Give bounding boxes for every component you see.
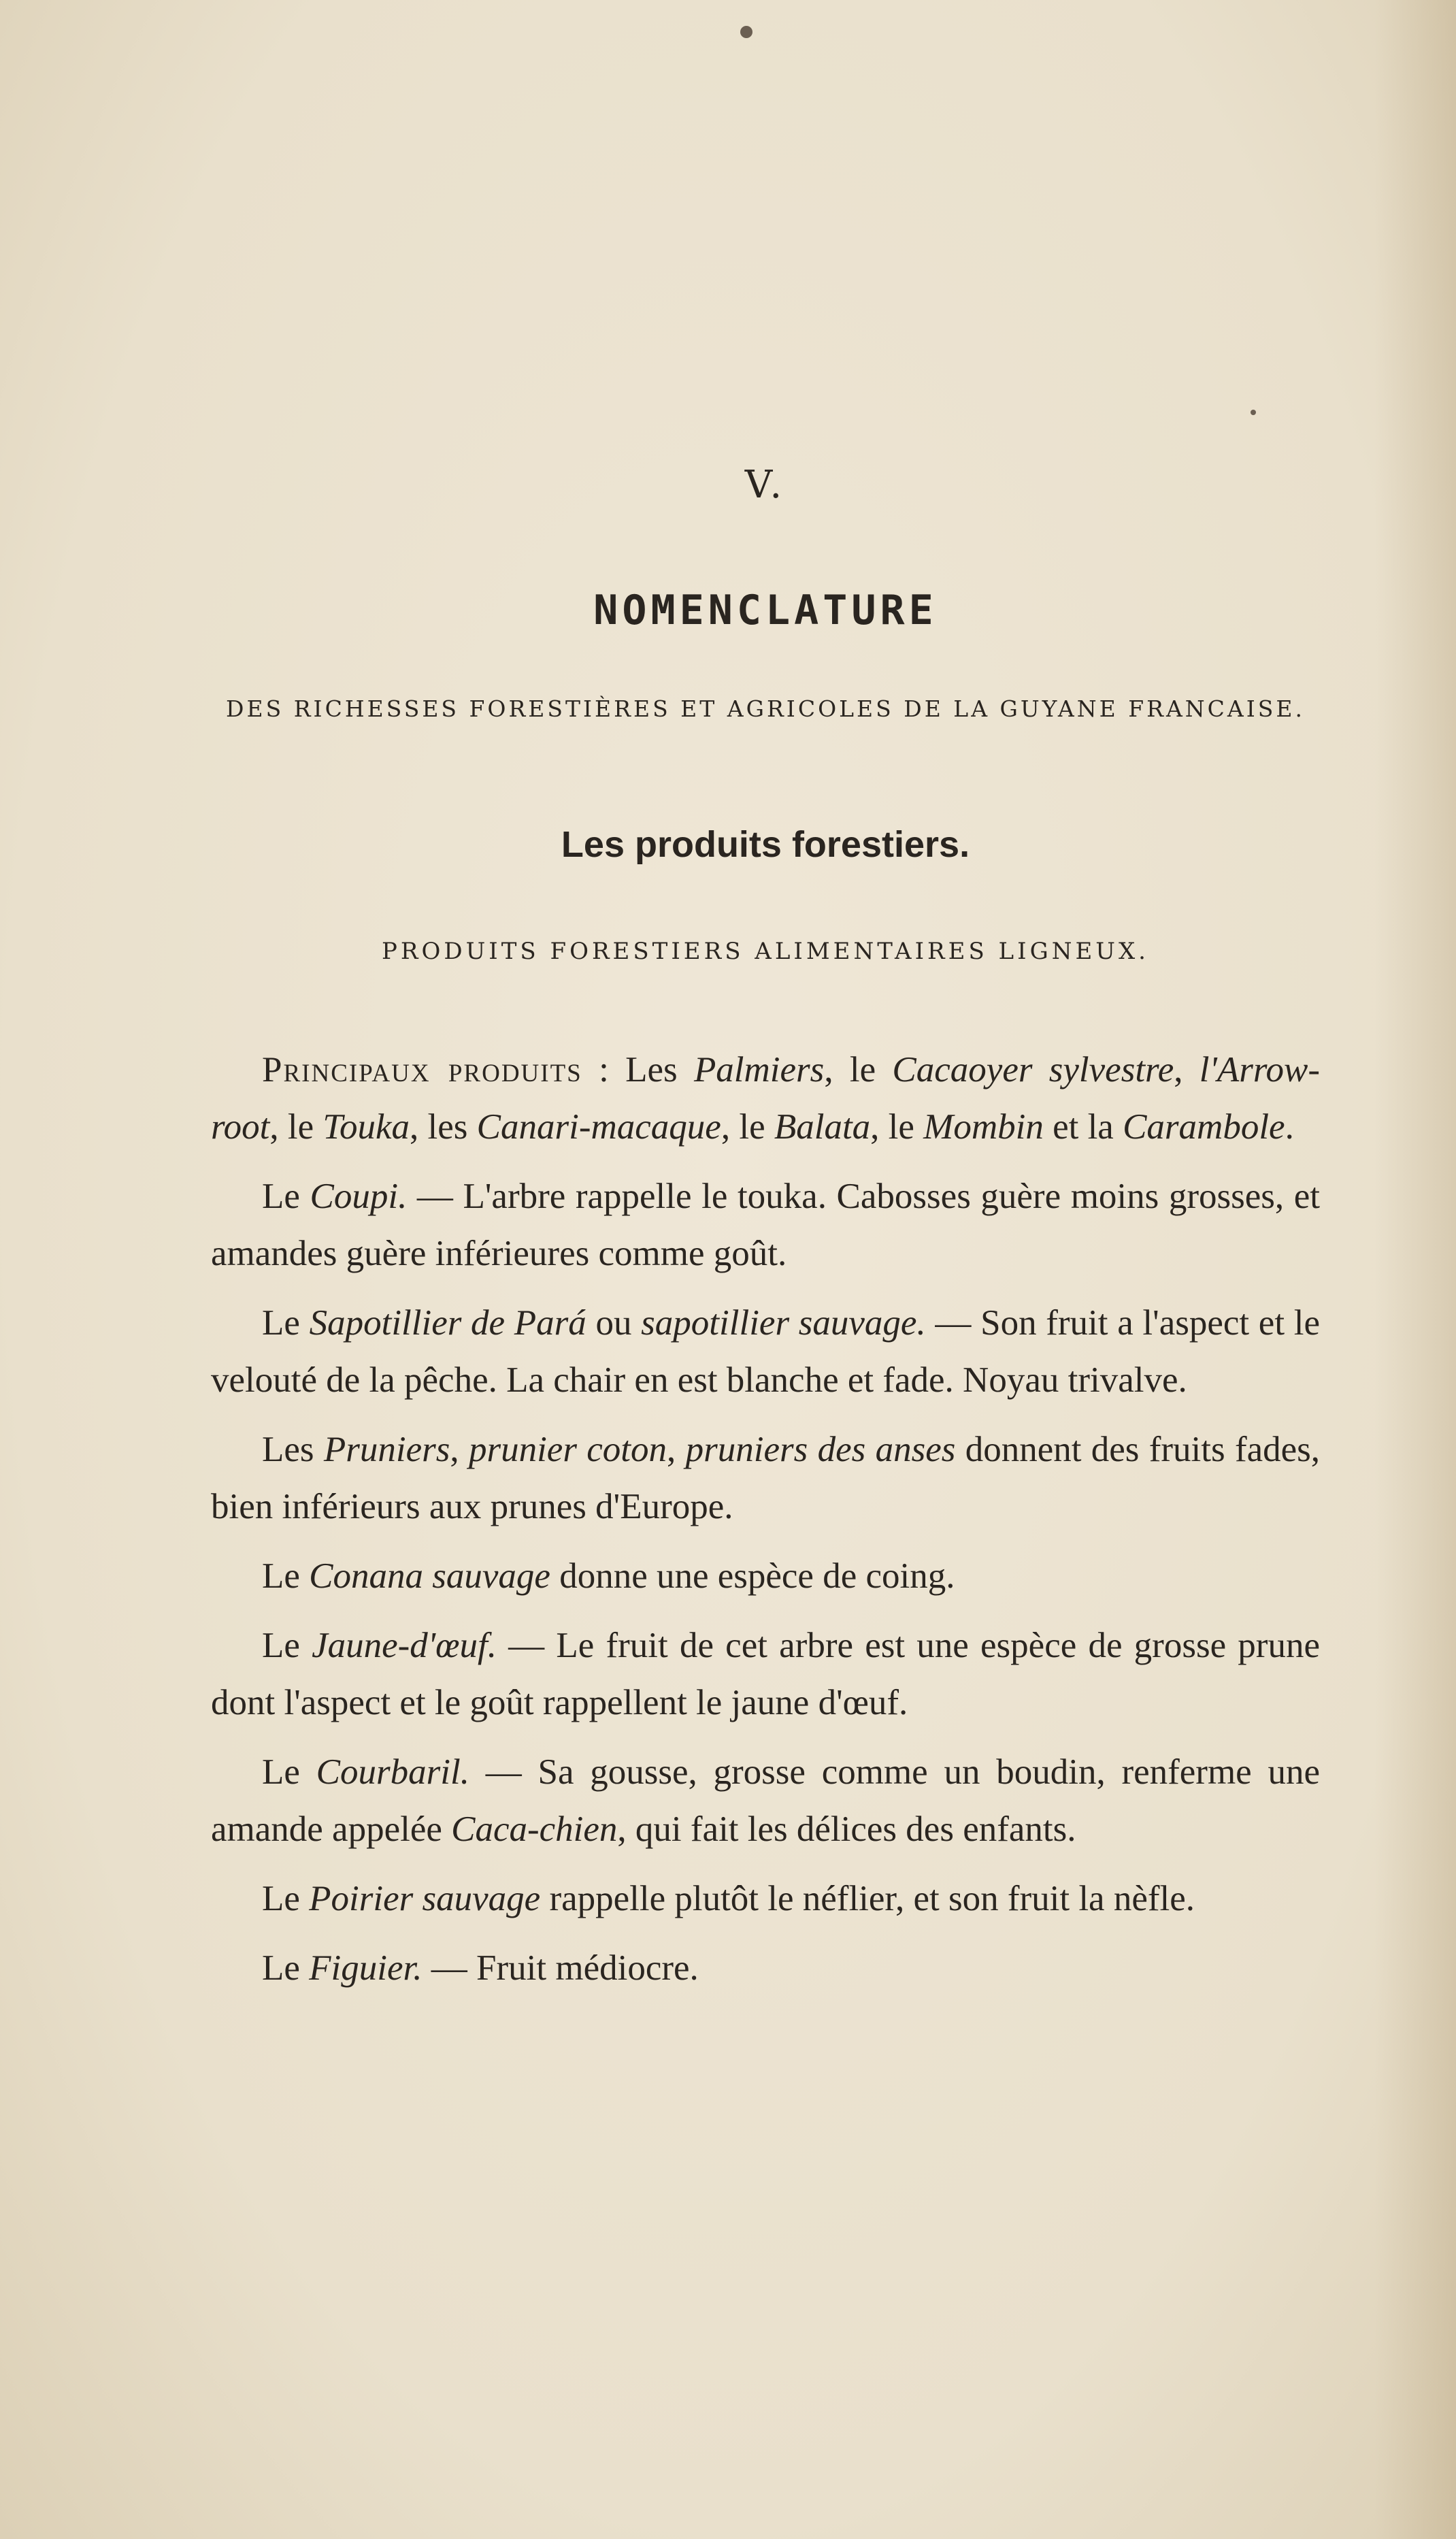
paragraph-courbaril: Le Courbaril. — Sa gousse, grosse comme un boudin, renferme une amande appelée Caca-chien, qui fait les délices des enfants. <box>211 1752 1320 1849</box>
paragraph-sapotillier: Le Sapotillier de Pará ou sapotillier sauvage. — Son fruit a l'aspect et le velouté de la pêche. La chair en est blanche et fade. Noyau trivalve. <box>211 1303 1320 1400</box>
chapter-number: V. <box>744 463 787 507</box>
paragraph-coupi: Le Coupi. — L'arbre rappelle le touka. Cabosses guère moins grosses, et amandes guère inférieures comme goût. <box>211 1177 1320 1273</box>
page-edge-shadow <box>1374 0 1456 2539</box>
subsection-title: PRODUITS FORESTIERS ALIMENTAIRES LIGNEUX. <box>382 938 1149 965</box>
body-text <box>211 1041 1320 2009</box>
paragraph-poirier: Le Poirier sauvage rappelle plutôt le néflier, et son fruit la nèfle. <box>262 1879 1195 1918</box>
paragraph-conana: Le Conana sauvage donne une espèce de coing. <box>262 1556 955 1596</box>
paragraph-figuier: Le Figuier. — Fruit médiocre. <box>262 1948 699 1988</box>
paragraph-jaune-d-oeuf: Le Jaune-d'œuf. — Le fruit de cet arbre est une espèce de grosse prune dont l'aspect et le goût rappellent le jaune d'œuf. <box>211 1626 1320 1722</box>
section-title: Les produits forestiers. <box>561 824 970 865</box>
chapter-title: NOMENCLATURE <box>593 587 938 634</box>
ink-speck <box>1251 410 1256 415</box>
ink-spot <box>740 26 752 38</box>
paragraph-pruniers: Les Pruniers, prunier coton, pruniers des anses donnent des fruits fades, bien inférieurs aux prunes d'Europe. <box>211 1430 1321 1526</box>
chapter-subtitle: DES RICHESSES FORESTIÈRES ET AGRICOLES DE LA GUYANE FRANCAISE. <box>226 695 1305 722</box>
paragraph-principaux: Principaux produits : Les Palmiers, le Cacaoyer sylvestre, l'Arrow-root, le Touka, les Canari-macaque, le Balata, le Mombin et la Carambole. <box>211 1050 1321 1147</box>
